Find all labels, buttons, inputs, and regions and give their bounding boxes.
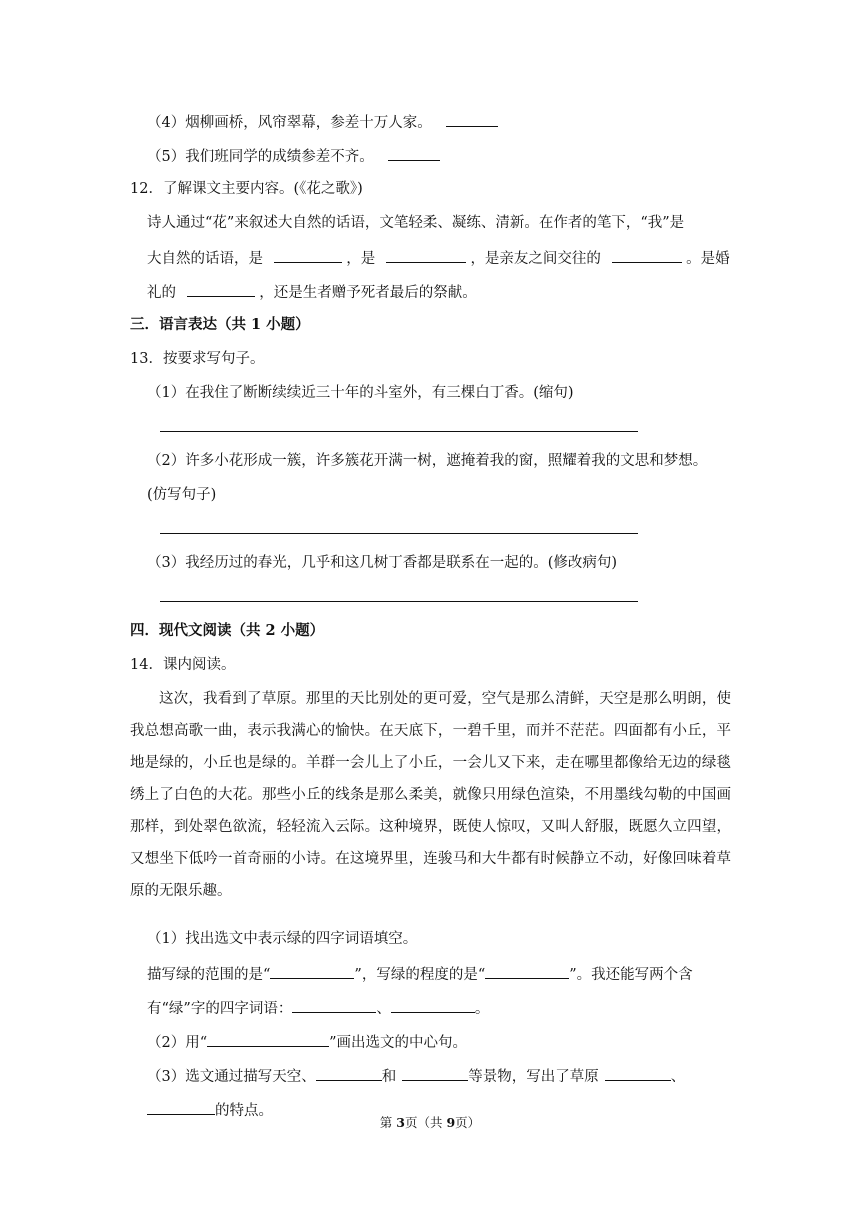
footer-text: 页（共 [404,1115,447,1130]
q14-sub-1-line-2 [147,997,489,1019]
footer-text: 页） [455,1115,481,1130]
answer-blank[interactable] [485,963,569,979]
q14-sub-1: （1）找出选文中表示绿的四字词语填空。 [147,931,418,947]
q11-item-5-text: （5）我们班同学的成绩参差不齐。 [147,149,374,165]
answer-line[interactable] [160,533,638,534]
answer-blank[interactable] [187,281,255,297]
q12-title: 12．了解课文主要内容。(《花之歌》) [130,181,363,197]
q14-sub-3-text: 、 [670,1069,686,1085]
answer-blank[interactable] [270,963,354,979]
q14-sub-3 [147,1065,685,1087]
q14-sub-1-text: 有“绿”字的四字词语： [147,1001,293,1017]
q14-sub-1-line-1 [147,963,693,985]
q12-line-2-text: 大自然的话语，是 [147,251,263,267]
q11-item-5 [147,145,440,167]
answer-blank[interactable] [316,1065,382,1081]
q11-item-4-text: （4）烟柳画桥，风帘翠幕，参差十万人家。 [147,115,432,131]
q12-line-1: 诗人通过“花”来叙述大自然的话语，文笔轻柔、凝练、清新。在作者的笔下，“我”是 [147,215,685,231]
q14-sub-3-text: 和 [381,1069,397,1085]
q13-item-3: （3）我经历过的春光，几乎和这几树丁香都是联系在一起的。(修改病句) [147,555,618,571]
q12-line-2 [147,247,730,269]
q12-line-2-text: ，是亲友之间交往的 [470,251,601,267]
q14-sub-1-text: 描写绿的范围的是“ [147,967,271,983]
q11-item-4 [147,111,498,133]
q14-sub-1-text: ”，写绿的程度的是“ [354,967,486,983]
q14-title: 14．课内阅读。 [130,657,236,673]
answer-blank[interactable] [402,1065,468,1081]
q14-sub-1-text: ”。我还能写两个含 [569,967,693,983]
page-number: 3 [396,1115,405,1130]
q14-sub-3-text: 的特点。 [215,1103,273,1119]
section-3-heading: 三．语言表达（共 1 小题） [130,316,310,333]
page-footer [0,1113,860,1131]
q12-line-3-text: 礼的 [147,285,176,301]
q12-line-3-text: ，还是生者赠予死者最后的祭献。 [259,285,477,301]
q12-line-2-text: ，是 [346,251,376,267]
answer-blank[interactable] [612,247,682,263]
q13-item-2-note: (仿写句子) [147,487,217,503]
answer-line[interactable] [160,601,638,602]
q14-sub-1-text: 。 [474,1001,490,1017]
answer-blank[interactable] [292,997,376,1013]
q12-line-2-text: 。是婚 [686,251,730,267]
q14-sub-3-text: （3）选文通过描写天空、 [147,1069,316,1085]
answer-blank[interactable] [391,997,475,1013]
q13-title: 13．按要求写句子。 [130,351,265,367]
answer-line[interactable] [160,431,638,432]
q12-line-3 [147,281,477,303]
total-pages: 9 [446,1115,456,1130]
answer-blank[interactable] [446,111,498,127]
q13-item-2: （2）许多小花形成一簇，许多簇花开满一树，遮掩着我的窗，照耀着我的文思和梦想。 [147,453,708,469]
q14-sub-2-text: （2）用“ [147,1035,208,1051]
footer-text: 第 [379,1115,397,1130]
q14-sub-2 [147,1031,467,1053]
q14-sub-1-text: 、 [376,1001,391,1017]
answer-blank[interactable] [605,1065,671,1081]
answer-blank[interactable] [388,145,440,161]
answer-blank[interactable] [207,1031,329,1047]
q14-sub-3-text: 等景物，写出了草原 [468,1069,599,1085]
answer-blank[interactable] [386,247,466,263]
reading-passage: 这次，我看到了草原。那里的天比别处的更可爱，空气是那么清鲜，天空是那么明朗，使我总想高歌一曲，表示我满心的愉快。在天底下，一碧千里，而并不茫茫。四面都有小丘，平地是绿的，小丘也是绿的。羊群一会儿上了小丘，一会儿又下来，走在哪里都像给无边的绿毯绣上了白色的大花。那些小丘的线条是那么柔美，就像只用绿色渲染，不用墨线勾勒的中国画那样，到处翠色欲流，轻轻流入云际。这种境界，既使人惊叹，又叫人舒服，既愿久立四望，又想坐下低吟一首奇丽的小诗。在这境界里，连骏马和大牛都有时候静立不动，好像回味着草原的无限乐趣。 [130,691,731,899]
q13-item-1: （1）在我住了断断续续近三十年的斗室外，有三棵白丁香。(缩句) [147,385,574,401]
answer-blank[interactable] [274,247,342,263]
q14-sub-2-text: ”画出选文的中心句。 [329,1035,468,1051]
section-4-heading: 四．现代文阅读（共 2 小题） [130,622,325,639]
